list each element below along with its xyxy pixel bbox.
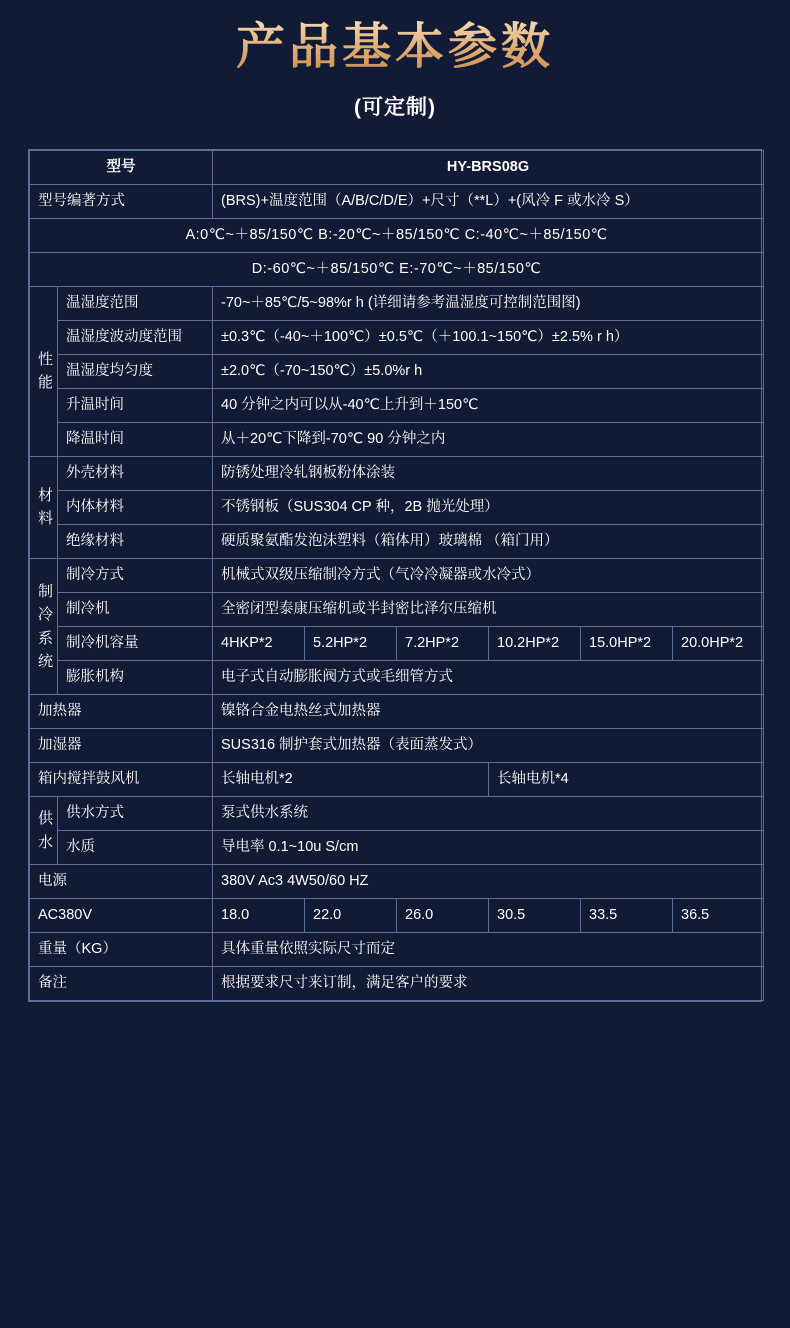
capacity-value: 4HKP*2 bbox=[213, 627, 305, 661]
spec-table-wrapper bbox=[28, 149, 762, 1002]
water-supply-label: 供水方式 bbox=[58, 797, 213, 831]
weight-label: 重量（KG） bbox=[30, 933, 213, 967]
row-label: 外壳材料 bbox=[58, 456, 213, 490]
row-value: 硬质聚氨酯发泡沫塑料（箱体用）玻璃棉 （箱门用） bbox=[213, 524, 764, 558]
row-value: 40 分钟之内可以从-40℃上升到＋150℃ bbox=[213, 388, 764, 422]
row-value: ±0.3℃（-40~＋100℃）±0.5℃（＋100.1~150℃）±2.5% r h） bbox=[213, 320, 764, 354]
table-row bbox=[30, 490, 764, 524]
group-performance-label: 性能 bbox=[30, 286, 58, 456]
page-subtitle: (可定制) bbox=[354, 95, 436, 119]
table-row bbox=[30, 456, 764, 490]
row-value: 机械式双级压缩制冷方式（气冷冷凝器或水冷式） bbox=[213, 558, 764, 592]
table-row bbox=[30, 763, 764, 797]
table-row bbox=[30, 558, 764, 592]
capacity-value: 15.0HP*2 bbox=[581, 627, 673, 661]
row-label: 温湿度范围 bbox=[58, 286, 213, 320]
water-quality-value: 导电率 0.1~10u S/cm bbox=[213, 831, 764, 865]
range-line-2: D:-60℃~＋85/150℃ E:-70℃~＋85/150℃ bbox=[30, 252, 764, 286]
row-label: 温湿度均匀度 bbox=[58, 354, 213, 388]
table-row bbox=[30, 729, 764, 763]
table-row bbox=[30, 797, 764, 831]
row-label: 绝缘材料 bbox=[58, 524, 213, 558]
ac380v-value: 22.0 bbox=[305, 899, 397, 933]
table-row bbox=[30, 184, 764, 218]
ac380v-label: AC380V bbox=[30, 899, 213, 933]
row-label: 制冷机 bbox=[58, 593, 213, 627]
table-row bbox=[30, 899, 764, 933]
row-label: 内体材料 bbox=[58, 490, 213, 524]
naming-value: (BRS)+温度范围（A/B/C/D/E）+尺寸（**L）+(风冷 F 或水冷 S） bbox=[213, 184, 764, 218]
table-row bbox=[30, 695, 764, 729]
row-label: 制冷方式 bbox=[58, 558, 213, 592]
model-value: HY-BRS08G bbox=[213, 150, 764, 184]
row-value: ±2.0℃（-70~150℃）±5.0%r h bbox=[213, 354, 764, 388]
capacity-value: 7.2HP*2 bbox=[397, 627, 489, 661]
heater-label: 加热器 bbox=[30, 695, 213, 729]
row-value: 全密闭型泰康压缩机或半封密比泽尔压缩机 bbox=[213, 593, 764, 627]
power-label: 电源 bbox=[30, 865, 213, 899]
weight-value: 具体重量依照实际尺寸而定 bbox=[213, 933, 764, 967]
table-row bbox=[30, 831, 764, 865]
table-row bbox=[30, 967, 764, 1001]
table-row bbox=[30, 593, 764, 627]
table-row bbox=[30, 524, 764, 558]
fan-value-2: 长轴电机*4 bbox=[489, 763, 764, 797]
ac380v-value: 36.5 bbox=[673, 899, 764, 933]
ac380v-value: 30.5 bbox=[489, 899, 581, 933]
spec-table bbox=[29, 150, 764, 1001]
heater-value: 镍铬合金电热丝式加热器 bbox=[213, 695, 764, 729]
naming-label: 型号编著方式 bbox=[30, 184, 213, 218]
table-row bbox=[30, 865, 764, 899]
row-value: 防锈处理冷轧钢板粉体涂装 bbox=[213, 456, 764, 490]
table-row bbox=[30, 252, 764, 286]
page-title: 产品基本参数 bbox=[0, 18, 790, 77]
capacity-value: 10.2HP*2 bbox=[489, 627, 581, 661]
humidifier-value: SUS316 制护套式加热器（表面蒸发式） bbox=[213, 729, 764, 763]
humidifier-label: 加湿器 bbox=[30, 729, 213, 763]
expansion-value: 电子式自动膨胀阀方式或毛细管方式 bbox=[213, 661, 764, 695]
capacity-value: 20.0HP*2 bbox=[673, 627, 764, 661]
row-label: 温湿度波动度范围 bbox=[58, 320, 213, 354]
table-row bbox=[30, 150, 764, 184]
expansion-label: 膨胀机构 bbox=[58, 661, 213, 695]
table-row bbox=[30, 286, 764, 320]
row-label: 升温时间 bbox=[58, 388, 213, 422]
model-label: 型号 bbox=[30, 150, 213, 184]
table-row bbox=[30, 422, 764, 456]
group-refrigeration-label: 制冷系统 bbox=[30, 558, 58, 694]
fan-value-1: 长轴电机*2 bbox=[213, 763, 489, 797]
fan-label: 箱内搅拌鼓风机 bbox=[30, 763, 213, 797]
group-water-label: 供水 bbox=[30, 797, 58, 865]
table-row bbox=[30, 218, 764, 252]
row-value: -70~＋85℃/5~98%r h (详细请参考温湿度可控制范围图) bbox=[213, 286, 764, 320]
water-quality-label: 水质 bbox=[58, 831, 213, 865]
table-row bbox=[30, 661, 764, 695]
remark-label: 备注 bbox=[30, 967, 213, 1001]
row-label: 降温时间 bbox=[58, 422, 213, 456]
capacity-value: 5.2HP*2 bbox=[305, 627, 397, 661]
range-line-1: A:0℃~＋85/150℃ B:-20℃~＋85/150℃ C:-40℃~＋85/150℃ bbox=[30, 218, 764, 252]
ac380v-value: 18.0 bbox=[213, 899, 305, 933]
table-row bbox=[30, 627, 764, 661]
table-row bbox=[30, 933, 764, 967]
table-row bbox=[30, 354, 764, 388]
power-value: 380V Ac3 4W50/60 HZ bbox=[213, 865, 764, 899]
remark-value: 根据要求尺寸来订制，满足客户的要求 bbox=[213, 967, 764, 1001]
row-value: 不锈钢板（SUS304 CP 种，2B 抛光处理） bbox=[213, 490, 764, 524]
row-value: 从＋20℃下降到-70℃ 90 分钟之内 bbox=[213, 422, 764, 456]
table-row bbox=[30, 320, 764, 354]
title-block bbox=[0, 0, 790, 121]
group-material-label: 材料 bbox=[30, 456, 58, 558]
capacity-label: 制冷机容量 bbox=[58, 627, 213, 661]
table-row bbox=[30, 388, 764, 422]
water-supply-value: 泵式供水系统 bbox=[213, 797, 764, 831]
ac380v-value: 33.5 bbox=[581, 899, 673, 933]
ac380v-value: 26.0 bbox=[397, 899, 489, 933]
